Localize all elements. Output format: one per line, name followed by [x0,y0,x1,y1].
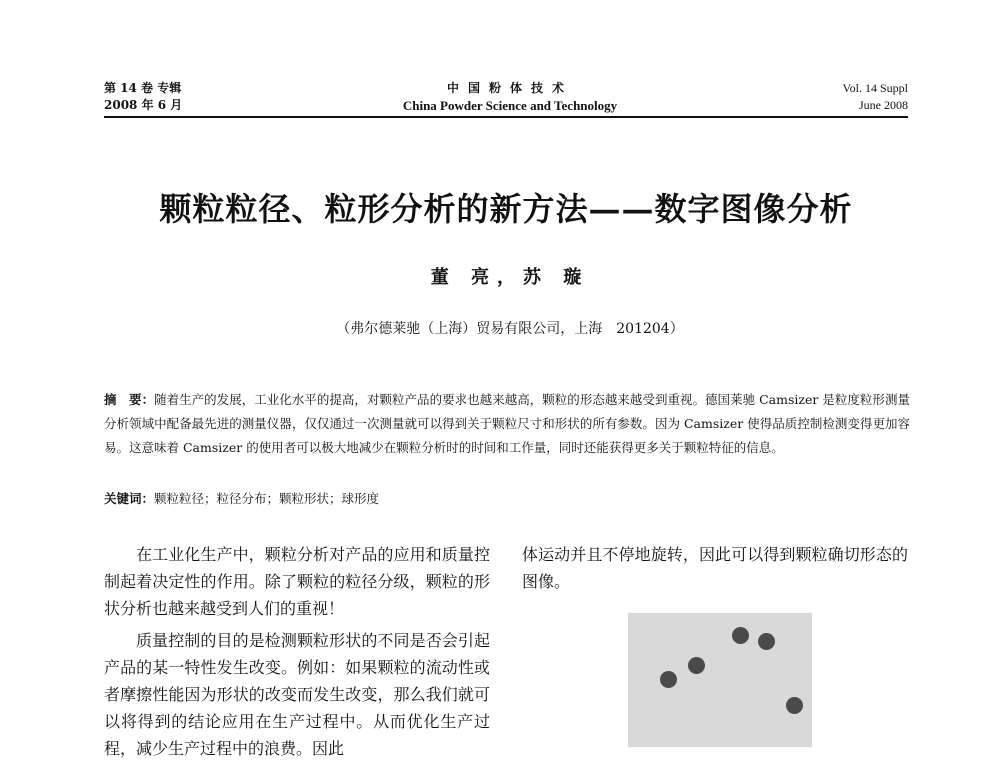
particle-image-figure [628,613,812,747]
paper-authors: 董 亮，苏 璇 [430,267,590,288]
header-volume-info-en [843,80,908,114]
header-journal-name [380,80,640,114]
journal-name-en: China Powder Science and Technology [402,98,618,113]
particle [688,657,705,674]
particle [758,633,775,650]
header-volume-en: Vol. 14 Suppl [842,81,908,95]
abstract-text: 随着生产的发展，工业化水平的提高，对颗粒产品的要求也越来越高，颗粒的形态越来越受到重视。德国莱驰 Camsizer 是粒度粒形测量分析领域中配备最先进的测量仪器，仅仅通过一次测量就可以得到关于颗粒尺寸和形状的所有参数。因为 Camsizer 使得品质控制检测变得更加容易。这意味着 Camsizer 的使用者可以极大地减少在颗粒分析时的时间和工作量，同时还能获得更多关于颗粒特征的信息。 [104,392,910,455]
body-paragraph: 体运动并且不停地旋转，因此可以得到颗粒确切形态的图像。 [522,545,908,591]
abstract-label: 摘 要： [104,392,155,407]
particle [786,697,803,714]
body-column-left [104,541,490,762]
keywords-text: 颗粒粒径；粒径分布；颗粒形状；球形度 [154,491,380,506]
abstract [104,388,910,460]
header-rule [104,116,908,118]
particle [732,627,749,644]
keywords-label: 关键词： [104,491,155,506]
journal-name-cn: 中国粉体技术 [446,81,573,95]
body-paragraph: 质量控制的目的是检测颗粒形状的不同是否会引起产品的某一特性发生改变。例如：如果颗粒的流动性或者摩擦性能因为形状的改变而发生改变，那么我们就可以将得到的结论应用在生产过程中。从而优化生产过程，减少生产过程中的浪费。因此 [104,631,490,758]
keywords [104,489,910,509]
paper-affiliation: （弗尔德莱驰（上海）贸易有限公司，上海 201204） [336,321,684,337]
body-column-right [522,541,908,595]
particle [660,671,677,688]
header-volume: 第 14 卷 专辑 [104,81,182,95]
paper-title: 颗粒粒径、粒形分析的新方法——数字图像分析 [159,190,853,228]
header-volume-info [104,80,182,114]
body-paragraph: 在工业化生产中，颗粒分析对产品的应用和质量控制起着决定性的作用。除了颗粒的粒径分级，颗粒的形状分析也越来越受到人们的重视！ [104,545,490,618]
header-date-en: June 2008 [859,98,908,112]
header-date-cn: 2008 年 6 月 [104,98,183,112]
